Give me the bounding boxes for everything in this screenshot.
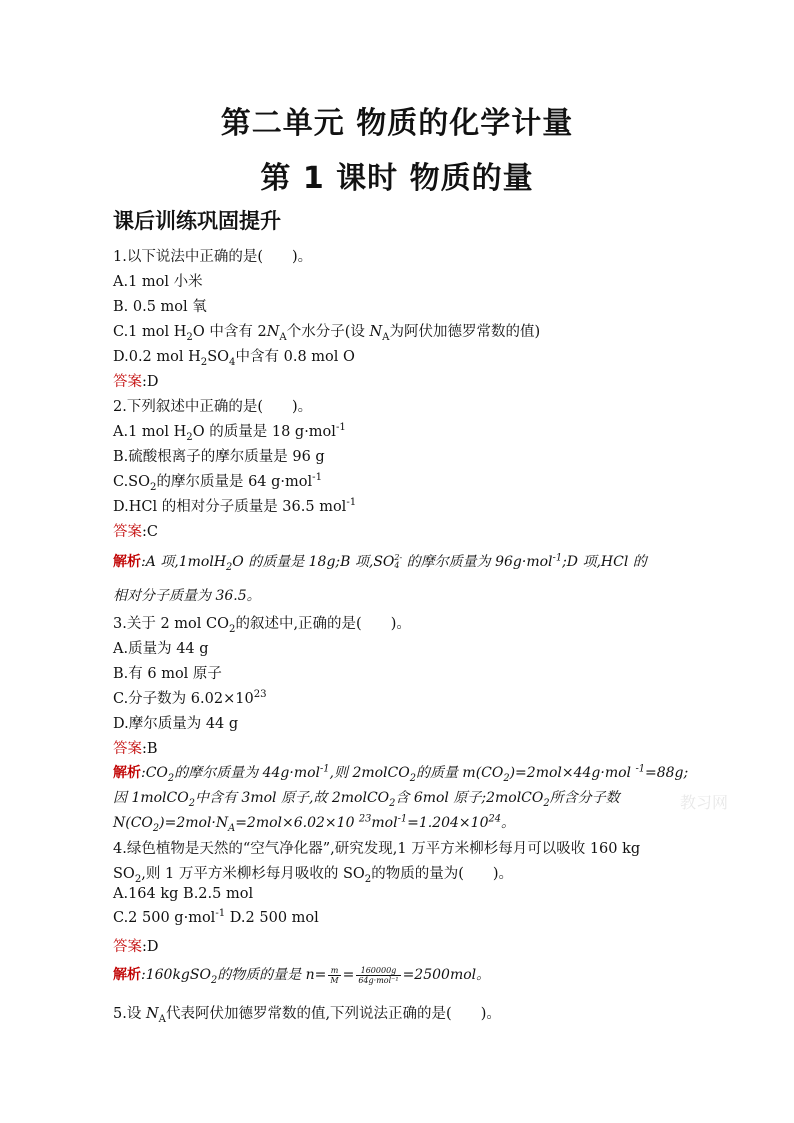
q3-option-d: D.摩尔质量为 44 g <box>113 716 239 732</box>
q4-answer: 答案:D <box>113 939 159 955</box>
q1-answer: 答案:D <box>113 374 159 390</box>
q1-option-d: D.0.2 mol $H_2SO_4$中含有 0.8 mol O <box>113 349 355 368</box>
q2-analysis-line2: 相对分子质量为 36.5。 <box>113 588 261 604</box>
q2-answer: 答案:C <box>113 524 158 540</box>
q4-stem-line2: $SO_2$,则 1 万平方米柳杉每月吸收的 $SO_2$的物质的量为( )。 <box>113 866 514 885</box>
q5-stem: 5.设 $N_A$代表阿伏加德罗常数的值,下列说法正确的是( )。 <box>113 1006 501 1025</box>
q4-analysis: 解析:160kgSO$_2$的物质的量是 n= $\frac{m}{M}$ = $\frac{160000g}{\text{64g·mol⁻¹}}$ =2500mol。 <box>113 965 491 986</box>
unit-title: 第二单元 物质的化学计量 <box>220 106 574 141</box>
q2-analysis-line1: 解析:A 项,1molH$_2$O 的质量是 18g;B 项,SO 2- 4 的摩尔质量为 96g·mol$^{-1}$;D 项,HCl 的 <box>113 552 647 573</box>
q1-stem: 1.以下说法中正确的是( )。 <box>113 249 313 265</box>
q3-option-c: C.分子数为 $6.02\times 10^{23}$ <box>113 689 267 707</box>
fraction-m-over-m: $\frac{m}{M}$ <box>330 965 339 985</box>
q2-stem: 2.下列叙述中正确的是( )。 <box>113 399 313 415</box>
fraction-mass-over-molar-mass: $\frac{160000g}{\text{64g·mol⁻¹}}$ <box>358 965 399 985</box>
q4-options-cd: C.2 500 g·mol$^{-1}$ D.2 500 mol <box>113 908 319 926</box>
q2-option-a: A.1 mol $H_2O$ 的质量是 18 g·mol$^{-1}$ <box>113 422 346 443</box>
q2-option-d: D.HCl 的相对分子质量是 36.5 mol$^{-1}$ <box>113 497 357 515</box>
q4-stem-line1: 4.绿色植物是天然的“空气净化器”,研究发现,1 万平方米柳杉每月可以吸收 160 kg <box>113 841 641 857</box>
q1-option-b: B. 0.5 mol 氧 <box>113 299 207 315</box>
q3-analysis-line2: 因 1molCO$_2$中含有 3mol 原子,故 2molCO$_2$含 6mol 原子;2molCO$_2$所含分子数 <box>113 790 620 809</box>
section-title: 课后训练巩固提升 <box>113 209 281 233</box>
q1-option-a: A.1 mol 小米 <box>113 274 203 290</box>
q2-option-b: B.硫酸根离子的摩尔质量是 96 g <box>113 449 325 465</box>
q4-options-ab: A.164 kg B.2.5 mol <box>113 886 254 902</box>
q3-analysis-line3: $N(CO_2)=2mol\cdot N_A=2mol\times 6.02\times 10$ $^{23}mol^{-1}=1.204\times 10^{24}$。 <box>113 813 515 834</box>
q1-option-c: C.1 mol $H_2O$ 中含有 $2N_A$个水分子(设 $N_A$为阿伏加德罗常数的值) <box>113 324 541 343</box>
q3-answer: 答案:B <box>113 741 158 757</box>
q3-analysis-line1: 解析$:CO_2$的摩尔质量为 44g·mol$^{-1}$,则 2molCO$_2$的质量 $m(CO_2)=2mol\times 44g\cdot mol$ $^{-1}$=88g; <box>113 763 689 784</box>
lesson-title: 第 1 课时 物质的量 <box>260 161 534 196</box>
q3-option-a: A.质量为 44 g <box>113 641 209 657</box>
q3-option-b: B.有 6 mol 原子 <box>113 666 222 682</box>
q2-option-c: $C.SO_2$的摩尔质量是 64 g·mol$^{-1}$ <box>113 472 323 493</box>
watermark: 教习网 <box>680 793 729 812</box>
q3-stem: 3.关于 2 mol $CO_2$的叙述中,正确的是( )。 <box>113 616 411 635</box>
